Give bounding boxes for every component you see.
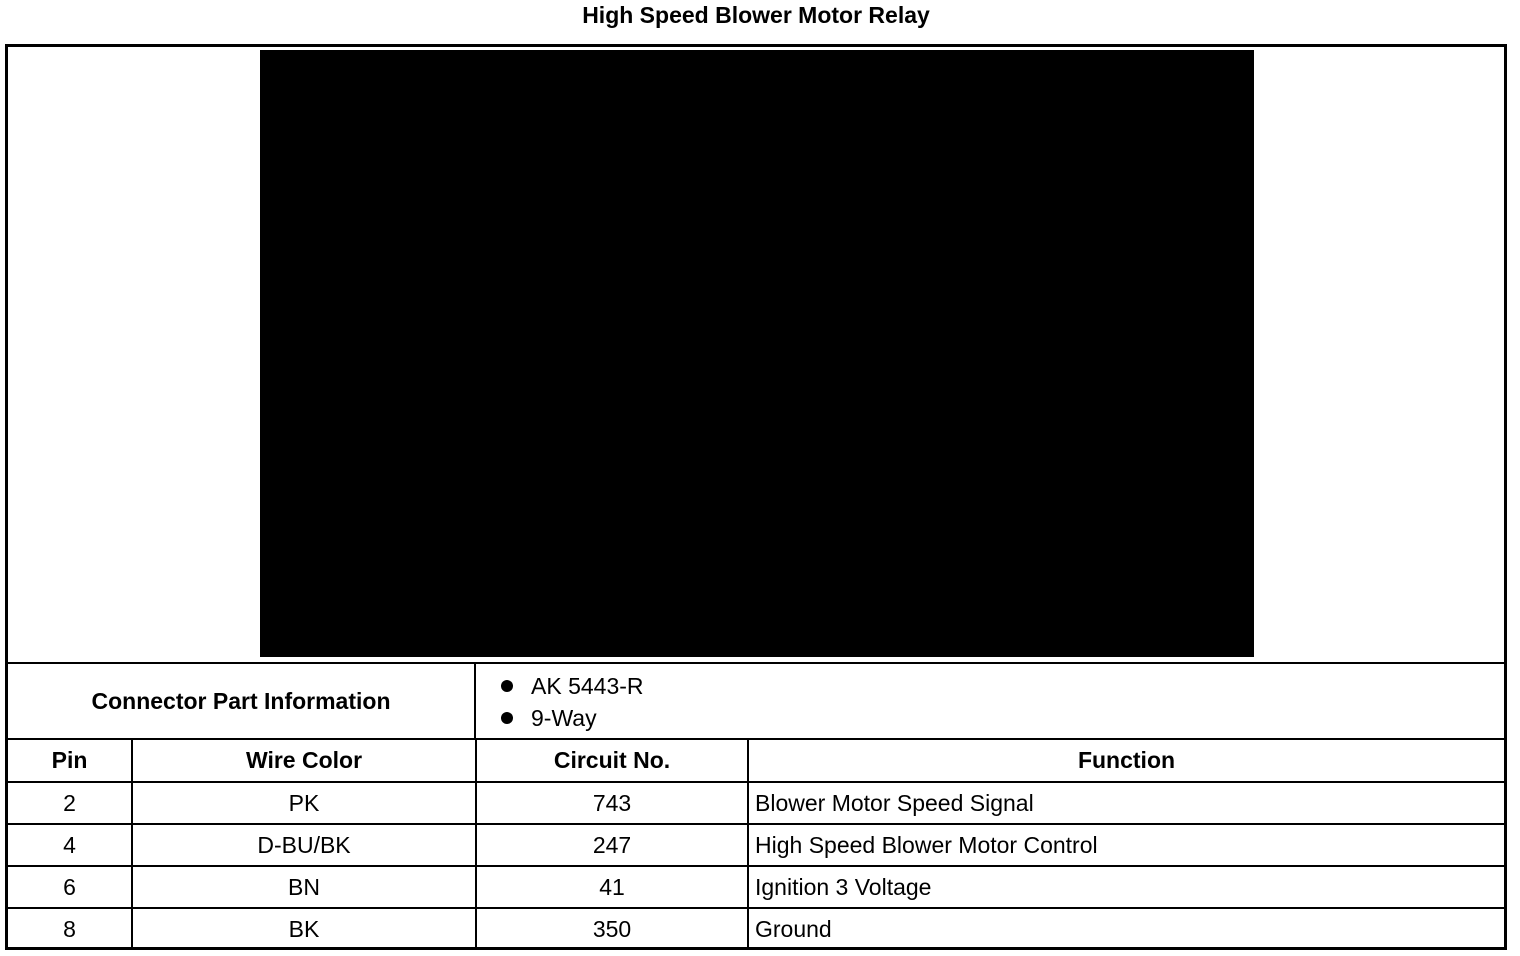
- part-number: AK 5443-R: [531, 673, 644, 699]
- header-pin: Pin: [8, 740, 132, 782]
- wire-color-cell: PK: [132, 782, 476, 824]
- connector-way-count: 9-Way: [531, 705, 597, 731]
- connector-image-area: [8, 47, 1504, 664]
- pin-cell: 8: [8, 908, 132, 950]
- wire-color-cell: BK: [132, 908, 476, 950]
- pin-cell: 6: [8, 866, 132, 908]
- circuit-no-cell: 350: [476, 908, 748, 950]
- table-row: [8, 866, 1504, 908]
- bullet-icon: [501, 680, 513, 692]
- header-wire-color: Wire Color: [132, 740, 476, 782]
- pin-cell: 4: [8, 824, 132, 866]
- wire-color-cell: D-BU/BK: [132, 824, 476, 866]
- table-row: [8, 824, 1504, 866]
- connector-part-information-label: Connector Part Information: [8, 664, 476, 738]
- header-function: Function: [748, 740, 1504, 782]
- connector-part-information-row: [8, 664, 1504, 740]
- header-circuit-no: Circuit No.: [476, 740, 748, 782]
- list-item: [476, 670, 644, 702]
- circuit-no-cell: 41: [476, 866, 748, 908]
- table-row: [8, 908, 1504, 950]
- function-cell: High Speed Blower Motor Control: [748, 824, 1504, 866]
- wire-color-cell: BN: [132, 866, 476, 908]
- pinout-table: [8, 740, 1504, 950]
- table-header-row: [8, 740, 1504, 782]
- function-cell: Ground: [755, 916, 832, 942]
- connector-image: [260, 50, 1254, 657]
- pin-cell: 2: [8, 782, 132, 824]
- circuit-no-cell: 247: [476, 824, 748, 866]
- connector-part-information-list: [476, 670, 644, 734]
- page-title: High Speed Blower Motor Relay: [582, 2, 930, 28]
- list-item: [476, 702, 644, 734]
- connector-document-frame: [5, 44, 1507, 950]
- function-cell: Ignition 3 Voltage: [748, 866, 1504, 908]
- bullet-icon: [501, 712, 513, 724]
- table-row: [8, 782, 1504, 824]
- circuit-no-cell: 743: [476, 782, 748, 824]
- function-cell: Blower Motor Speed Signal: [748, 782, 1504, 824]
